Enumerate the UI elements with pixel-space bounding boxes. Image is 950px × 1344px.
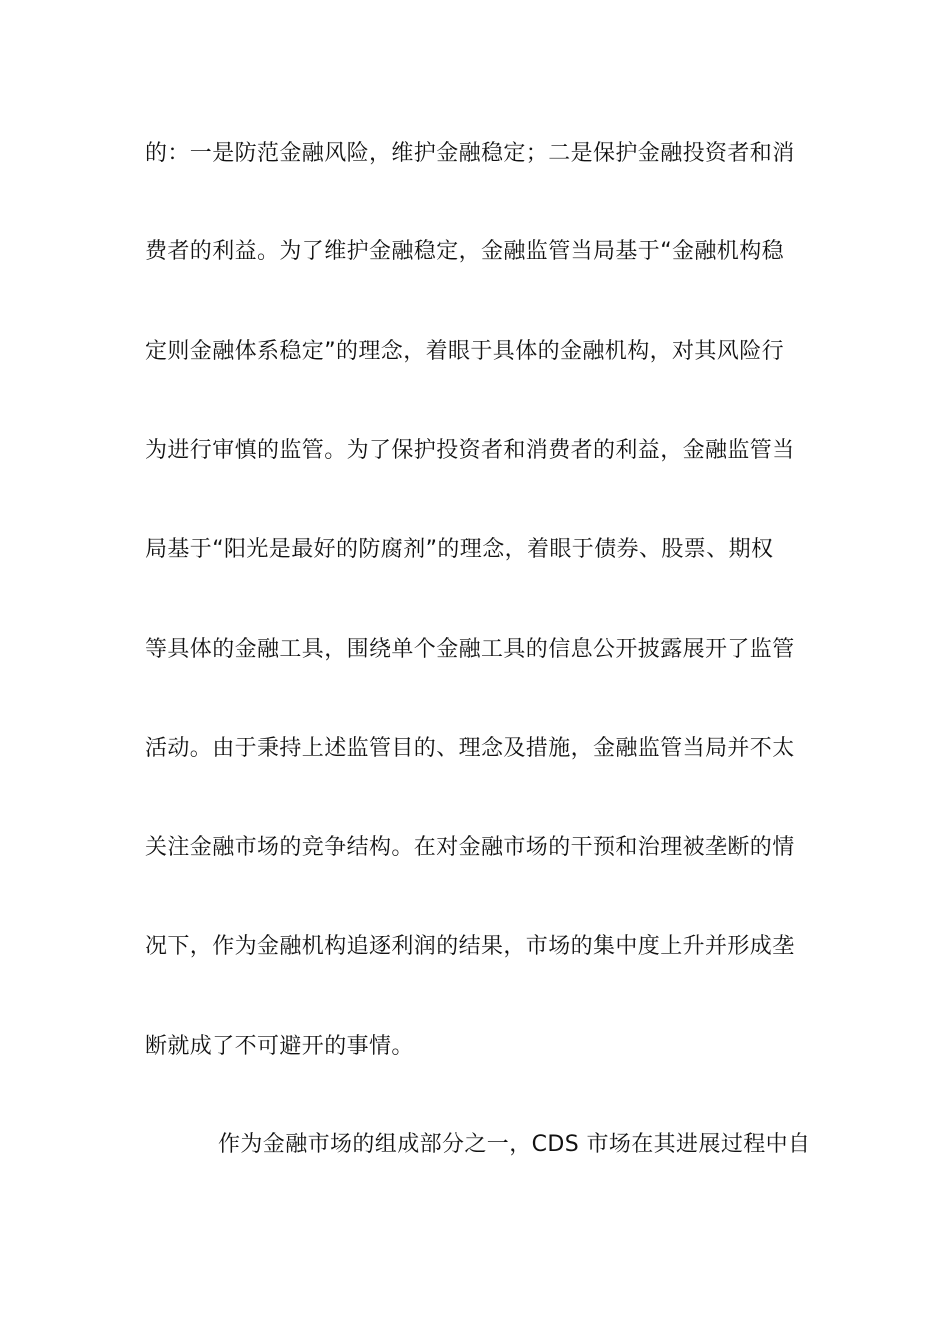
text-line-5: 局基于“阳光是最好的防腐剂”的理念，着眼于债券、股票、期权	[145, 537, 774, 562]
text-line-1: 的：一是防范金融风险，维护金融稳定；二是保护金融投资者和消	[145, 141, 795, 166]
text-line-4: 为进行审慎的监管。为了保护投资者和消费者的利益，金融监管当	[145, 438, 795, 463]
text-line-10: 断就成了不可避开的事情。	[145, 1034, 414, 1059]
text-line-7: 活动。由于秉持上述监管目的、理念及措施，金融监管当局并不太	[145, 736, 795, 761]
text-line-9: 况下，作为金融机构追逐利润的结果，市场的集中度上升并形成垄	[145, 934, 795, 959]
paragraph-start-line: 作为金融市场的组成部分之一，CDS 市场在其进展过程中自	[218, 1132, 810, 1157]
text-line-2: 费者的利益。为了维护金融稳定，金融监管当局基于“金融机构稳	[145, 239, 784, 264]
text-line-6: 等具体的金融工具，围绕单个金融工具的信息公开披露展开了监管	[145, 637, 795, 662]
text-line-8: 关注金融市场的竞争结构。在对金融市场的干预和治理被垄断的情	[145, 835, 795, 860]
text-line-3: 定则金融体系稳定”的理念，着眼于具体的金融机构，对其风险行	[145, 339, 784, 364]
